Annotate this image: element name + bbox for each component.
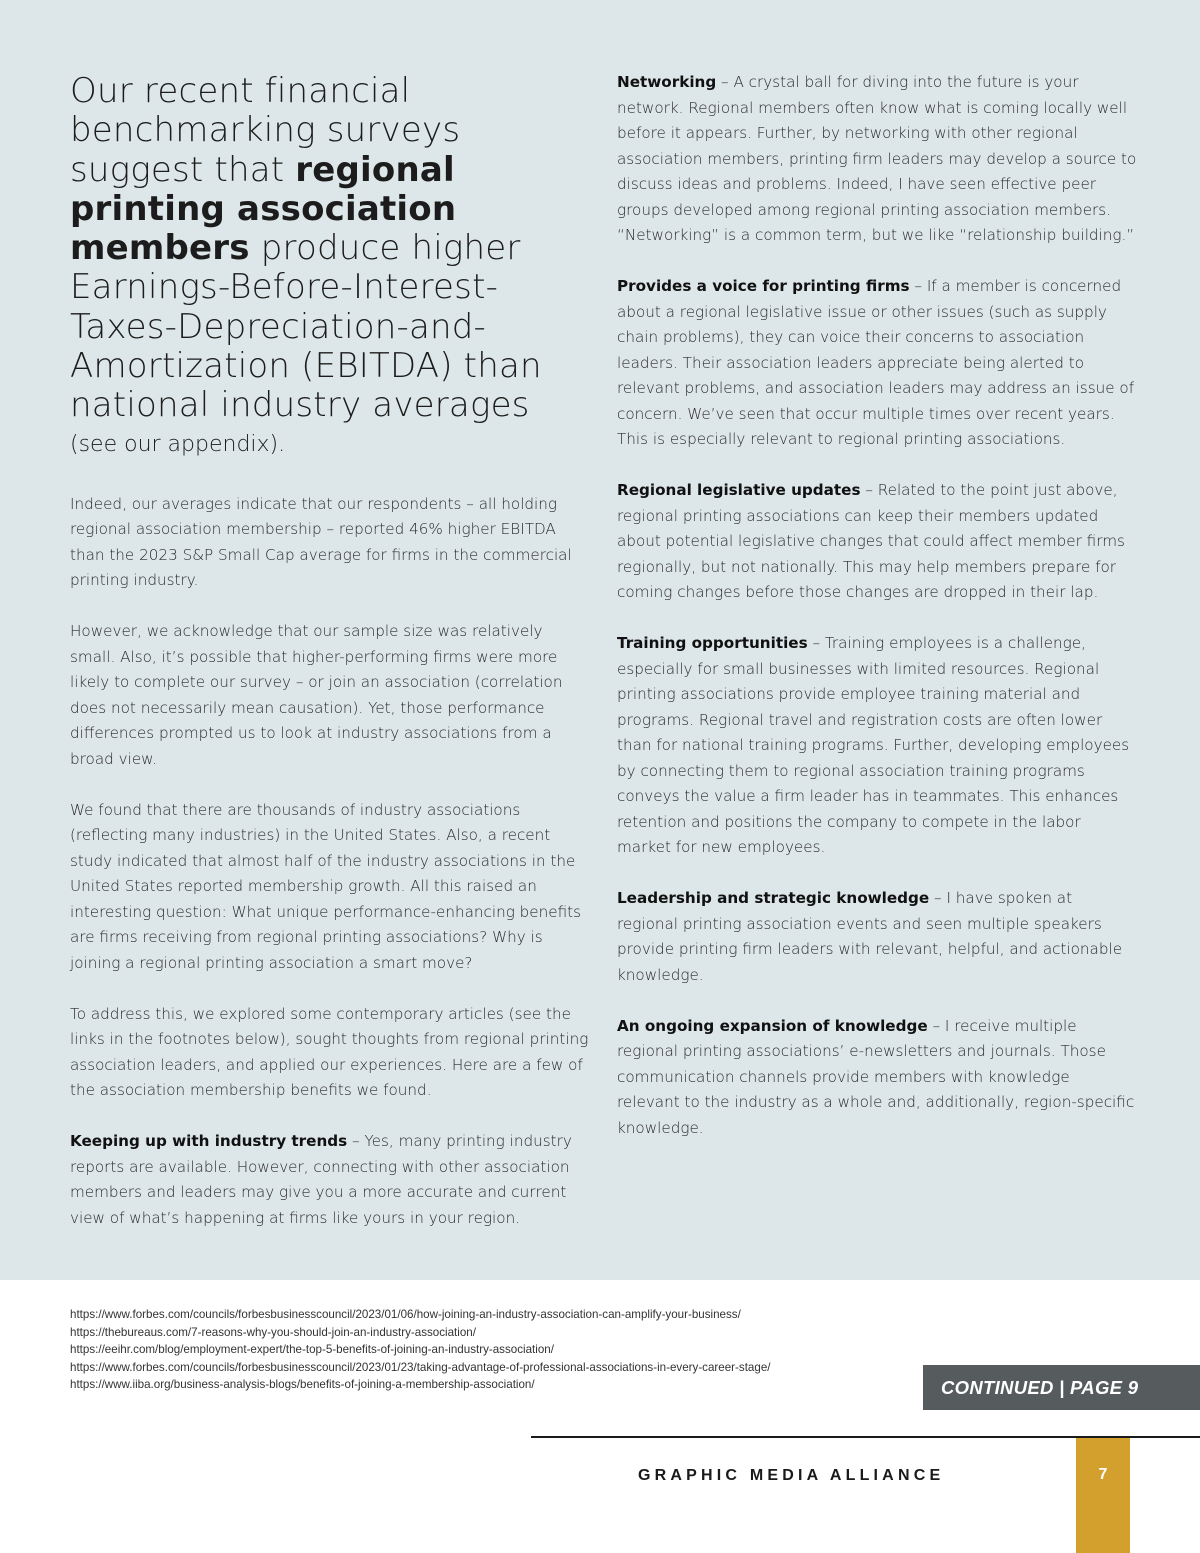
headline <box>70 72 590 426</box>
paragraph <box>70 492 590 594</box>
paragraph <box>70 619 590 772</box>
paragraph-text: To address this, we explored some contemporary articles (see the links in the footnotes below), sought thoughts from regional printing association leaders, and applied our experiences. Here are a few of the association membership benefits we found. <box>70 1004 589 1100</box>
benefit-paragraph <box>617 886 1137 988</box>
footnote-link[interactable]: https://www.forbes.com/councils/forbesbusinesscouncil/2023/01/23/taking-advantage-of-professional-associations-in-every-career-stage/ <box>70 1360 771 1374</box>
headline-note: (see our appendix). <box>70 431 286 457</box>
page-number-tab <box>1076 1438 1130 1553</box>
footnote-link[interactable]: https://eeihr.com/blog/employment-expert/the-top-5-benefits-of-joining-an-industry-association/ <box>70 1343 554 1357</box>
benefit-text: – Training employees is a challenge, especially for small businesses with limited resources. Regional printing associations provide employee training material and programs. Regional travel and registration costs are often lower than for national training programs. Further, developing employees by connecting them to regional association training programs conveys the value a firm leader has in teammates. This enhances retention and positions the company to compete in the labor market for new employees. <box>617 634 1130 856</box>
paragraph <box>70 798 590 977</box>
left-column <box>70 72 590 1231</box>
benefit-text: – I have spoken at regional printing association events and seen multiple speakers provide printing firm leaders with relevant, helpful, and actionable knowledge. <box>617 889 1123 984</box>
continued-label: CONTINUED | PAGE 9 <box>941 1376 1139 1398</box>
benefit-paragraph <box>70 1129 590 1231</box>
paragraph <box>70 1002 590 1104</box>
benefit-title: Keeping up with industry trends <box>70 1132 348 1151</box>
paragraph-text: Indeed, our averages indicate that our respondents – all holding regional association membership – reported 46% higher EBITDA than the 2023 S&P Small Cap average for firms in the commercial printing industry. <box>70 494 572 590</box>
benefit-text: – A crystal ball for diving into the future is your network. Regional members often know what is coming locally well before it appears. Further, by networking with other regional association members, printing firm leaders may develop a source to discuss ideas and problems. Indeed, I have seen effective peer groups developed among regional printing association members. “Networking” is a common term, but we like “relationship building.” <box>617 73 1137 244</box>
footnotes <box>70 1306 900 1394</box>
headline-text-start: Our recent financial benchmarking surveys suggest that <box>70 71 461 190</box>
paragraph-text: However, we acknowledge that our sample size was relatively small. Also, it’s possible that higher-performing firms were more likely to complete our survey – or join an association (correlation does not necessarily mean causation). Yet, those performance differences prompted us to look at industry associations from a broad view. <box>70 622 563 768</box>
right-column <box>617 70 1137 1141</box>
headline-emphasis: regional printing association members <box>70 149 457 269</box>
benefit-text: – I receive multiple regional printing associations’ e-newsletters and journals. Those communication channels provide members with knowledge relevant to the industry as a whole and, additionally, region-specific knowledge. <box>617 1016 1135 1137</box>
benefit-title: Leadership and strategic knowledge <box>617 889 930 907</box>
footnote-link[interactable]: https://www.iiba.org/business-analysis-blogs/benefits-of-joining-a-membership-association/ <box>70 1378 535 1392</box>
benefit-text: – Related to the point just above, regional printing associations can keep their members updated about potential legislative changes that could affect member firms regionally, but not nationally. This may help members prepare for coming changes before those changes are dropped in their lap. <box>617 481 1125 601</box>
benefit-text: – Yes, many printing industry reports are available. However, connecting with other association members and leaders may give you a more accurate and current view of what’s happening at firms like yours in your region. <box>70 1132 572 1227</box>
benefit-paragraph <box>617 478 1137 606</box>
footnote-link[interactable]: https://thebureaus.com/7-reasons-why-you-should-join-an-industry-association/ <box>70 1325 476 1339</box>
benefit-text: – If a member is concerned about a regional legislative issue or other issues (such as supply chain problems), they can voice their concerns to association leaders. Their association leaders appreciate being alerted to relevant problems, and association leaders may address an issue of concern. We’ve seen that occur multiple times over recent years. This is especially relevant to regional printing associations. <box>617 277 1135 448</box>
headline-text-end: produce higher Earnings-Before-Interest-Taxes-Depreciation-and-Amortization (EBITDA) than national industry averages <box>70 228 542 426</box>
benefit-paragraph <box>617 631 1137 861</box>
footnote-link[interactable]: https://www.forbes.com/councils/forbesbusinesscouncil/2023/01/06/how-joining-an-industry-association-can-amplify-your-business/ <box>70 1308 741 1321</box>
benefit-paragraph <box>617 1014 1137 1142</box>
benefit-title: Provides a voice for printing firms <box>617 277 910 295</box>
publication-brand: GRAPHIC MEDIA ALLIANCE <box>638 1467 945 1484</box>
benefit-title: Networking <box>617 73 717 91</box>
benefit-paragraph <box>617 274 1137 453</box>
benefit-title: Training opportunities <box>617 634 808 652</box>
paragraph-text: We found that there are thousands of industry associations (reflecting many industries) in the United States. Also, a recent study indicated that almost half of the industry associations in the United States reported membership growth. All this raised an interesting question: What unique performance-enhancing benefits are firms receiving from regional printing associations? Why is joining a regional printing association a smart move? <box>70 800 582 972</box>
benefit-title: An ongoing expansion of knowledge <box>617 1016 928 1035</box>
page-number: 7 <box>1098 1466 1108 1483</box>
benefit-paragraph <box>617 70 1137 249</box>
benefit-title: Regional legislative updates <box>617 481 861 499</box>
continued-page-link[interactable] <box>923 1365 1200 1410</box>
